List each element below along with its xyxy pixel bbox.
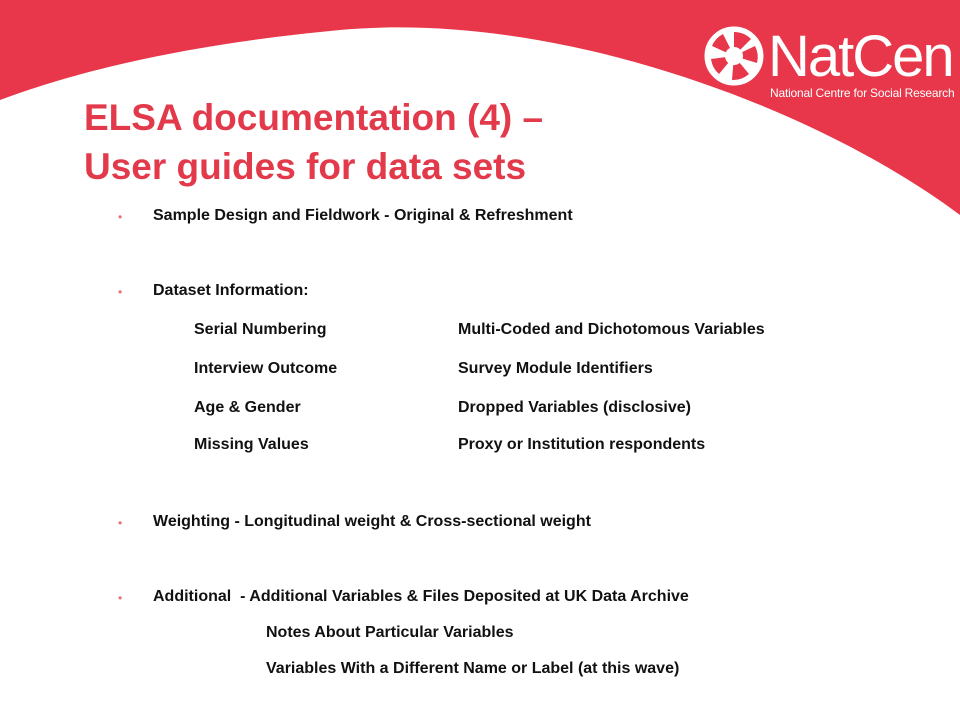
additional-sub-item: Variables With a Different Name or Label (at this wave) (266, 660, 680, 677)
dataset-item-right: Multi-Coded and Dichotomous Variables (458, 321, 765, 338)
bullet-dot-icon: • (118, 516, 123, 530)
bullet-sample-design: Sample Design and Fieldwork - Original & Refreshment (153, 207, 573, 224)
bullet-dot-icon: • (118, 591, 123, 605)
dataset-item-left: Interview Outcome (194, 360, 338, 377)
bullet-dot-icon: • (118, 285, 123, 299)
slide-title-line-1: ELSA documentation (4) – (84, 97, 544, 138)
dataset-item-right: Proxy or Institution respondents (458, 436, 706, 453)
dataset-item-right: Dropped Variables (disclosive) (458, 399, 691, 416)
slide-title-line-2: User guides for data sets (84, 146, 527, 187)
bullet-dot-icon: • (118, 210, 123, 224)
aperture-logo-icon (704, 26, 764, 86)
logo-tagline: National Centre for Social Research (770, 86, 955, 100)
additional-sub-item: Notes About Particular Variables (266, 624, 514, 641)
bullet-weighting: Weighting - Longitudinal weight & Cross-sectional weight (153, 513, 591, 530)
bullet-additional: Additional - Additional Variables & Files Deposited at UK Data Archive (153, 588, 689, 605)
dataset-item-right: Survey Module Identifiers (458, 360, 653, 377)
bullet-dataset-information: Dataset Information: (153, 282, 309, 299)
logo-wordmark: NatCen (768, 24, 953, 89)
dataset-item-left: Age & Gender (194, 399, 301, 416)
natcen-logo (700, 22, 955, 108)
dataset-item-left: Missing Values (194, 436, 309, 453)
dataset-item-left: Serial Numbering (194, 321, 327, 338)
